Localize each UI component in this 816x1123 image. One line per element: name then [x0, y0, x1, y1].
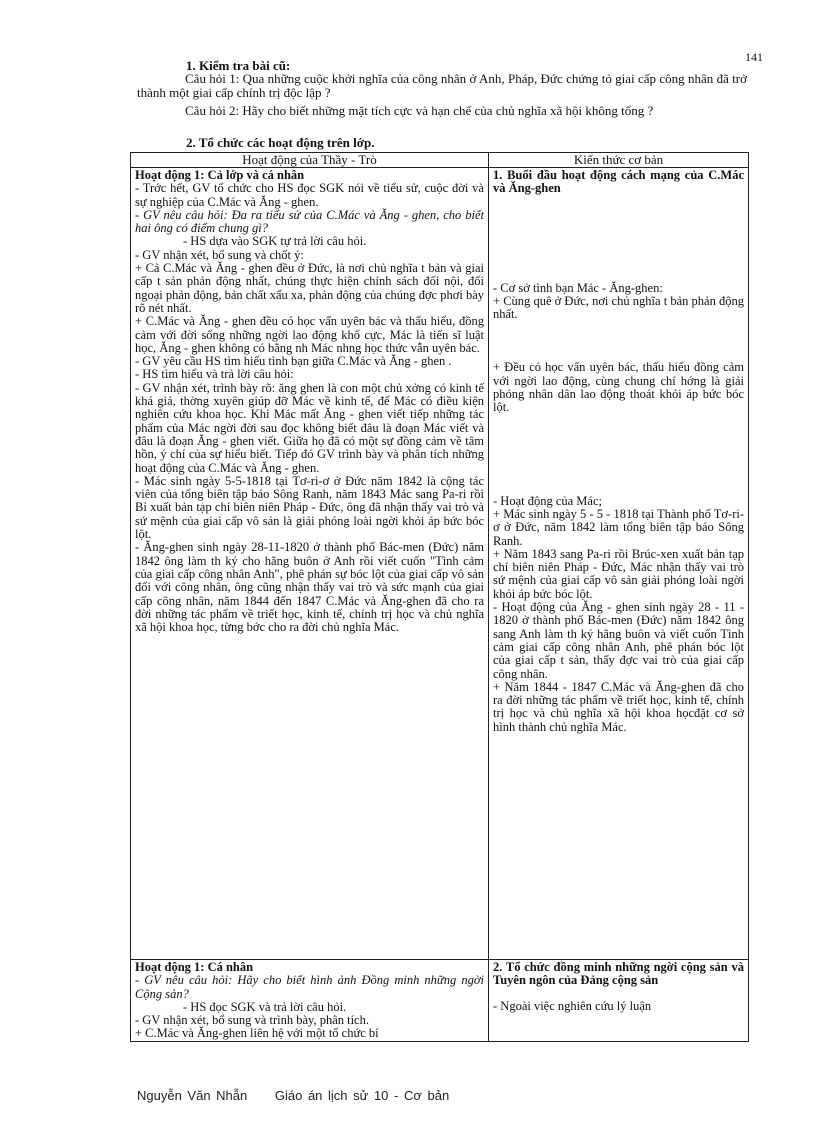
- paragraph: - GV nêu câu hỏi: Đa ra tiểu sử của C.Mác và Ăng - ghen, cho biết hai ông có điểm chung gì?: [135, 207, 484, 236]
- lesson-table: [130, 152, 749, 1042]
- paragraph: - GV nhận xét, trình bày rõ: ăng ghen là con một chủ xởng có kinh tế khá giả, thờng xuyên giúp đỡ Mác về kinh tế, để Mác có điều kiện nghiên cứu khoa học. Khi Mác mất Ăng - ghen viết tiếp những tác phẩm của Mác ngời đời sau đọc không biết đâu là đoạn Mác viết và đâu là đoạn Ăng - ghen viết. Giữa họ đã có một sự đồng cảm về tâm hồn, ý chí của sự hiểu biết. Tiếp đó GV trình bày và phân tích những hoạt động của C.Mác và Ăng - ghen.: [135, 380, 484, 475]
- paragraph: - Ngoài việc nghiên cứu lý luận: [493, 998, 652, 1013]
- paragraph: + C.Mác và Ăng - ghen đều có học vấn uyên bác và thấu hiểu, đồng cảm với đời sống những ngời lao động khổ cực, Mác là tiến sĩ luật học, Ăng - ghen không có bằng nh Mác nhng học thức vẫn uyên bác.: [135, 314, 484, 355]
- knowledge-cell: [489, 960, 749, 1042]
- paragraph: - HS dựa vào SGK tự trả lời câu hỏi.: [183, 234, 367, 249]
- paragraph: - GV yêu cầu HS tìm hiểu tình bạn giữa C.Mác và Ăng - ghen .: [135, 354, 452, 369]
- paragraph: Hoạt động 1: Cả lớp và cá nhân: [135, 168, 305, 182]
- paragraph: - GV nhận xét, bổ sung và trình bày, phân tích.: [135, 1013, 369, 1028]
- col-header-knowledge: Kiến thức cơ bản: [489, 153, 749, 168]
- knowledge-cell: [489, 168, 749, 960]
- page-footer: [137, 1088, 471, 1103]
- paragraph: - Trớc hết, GV tổ chức cho HS đọc SGK nói về tiểu sử, cuộc đời và sự nghiệp của C.Mác và Ăng - ghen.: [135, 181, 484, 209]
- paragraph: - Mác sinh ngày 5-5-1818 tại Tơ-ri-ơ ở Đức năm 1842 là cộng tác viên của tổng biên tập báo Sông Ranh, năm 1843 Mác sang Pa-ri rồi Bỉ xuất bản tạp chí biên niên Pháp - Đức, ông đã nhận thấy vai trò và sứ mệnh của giai cấp vô sản là giải phóng loài ngời khỏi áp bức bóc lột.: [135, 473, 484, 542]
- knowledge-block: [493, 1000, 744, 1013]
- section-heading-2: 2. Tổ chức các hoạt động trên lớp.: [186, 135, 375, 150]
- knowledge-title: 1. Buổi đầu hoạt động cách mạng của C.Mác và Ăng-ghen: [493, 168, 744, 196]
- table-row: [131, 168, 749, 960]
- question-2: Câu hỏi 2: Hãy cho biết những mặt tích cực và hạn chế của chủ nghĩa xã hội không tổng ?: [185, 103, 654, 118]
- paragraph: + Năm 1844 - 1847 C.Mác và Ăng-ghen đã cho ra đời những tác phẩm về triết học, kinh tế, chính trị học và chủ nghĩa xã hội khoa họcđặt cơ sở hình thành chủ nghĩa Mác.: [493, 679, 744, 734]
- question-1: Câu hỏi 1: Qua những cuộc khởi nghĩa của công nhân ở Anh, Pháp, Đức chứng tỏ giai cấp công nhân đã trở thành một giai cấp chính trị độc lập ?: [137, 71, 747, 100]
- paragraph: - GV nêu câu hỏi: Hãy cho biết hình ảnh Đồng minh những ngời Cộng sản?: [135, 973, 484, 1001]
- paragraph: Hoạt động 1: Cá nhân: [135, 960, 254, 974]
- section-heading-1: 1. Kiểm tra bài cũ:: [186, 58, 291, 73]
- knowledge-block-friendship: [493, 282, 744, 322]
- page-number: 141: [745, 50, 763, 64]
- col-header-activities: Hoạt động của Thầy - Trò: [131, 153, 489, 168]
- paragraph: - HS tìm hiểu và trả lời câu hỏi:: [135, 367, 294, 382]
- knowledge-block-education: [493, 361, 744, 414]
- paragraph: - Hoạt động của Ăng - ghen sinh ngày 28 - 11 - 1820 ở thành phố Bác-men (Đức) năm 1842 ông sang Anh làm th ký hãng buôn và viết cuốn Tình cảm giai cấp công nhân Anh, phê phán bóc lột của giai cấp t sản, thấy đợc vai trò của giai cấp công nhân.: [493, 600, 744, 681]
- paragraph: - Cơ sở tình bạn Mác - Ăng-ghen:: [493, 280, 663, 295]
- activities-cell: [131, 960, 489, 1042]
- paragraph: + Cùng quê ở Đức, nơi chủ nghĩa t bản phản động nhất.: [493, 293, 744, 322]
- paragraph: + Năm 1843 sang Pa-ri rồi Brúc-xen xuất bản tạp chí biên niên Pháp - Đức, Mác nhận thấy vai trò sứ mệnh của giai cấp vô sản giải phóng loài ngời khỏi áp bức bóc lột.: [493, 546, 744, 601]
- paragraph: + C.Mác và Ăng-ghen liên hệ với một tổ chức bí: [135, 1026, 379, 1041]
- paragraph: - Ăng-ghen sinh ngày 28-11-1820 ở thành phố Bác-men (Đức) năm 1842 ông làm th ký cho hãng buôn ở Anh rồi viết cuốn "Tình cảm của giai cấp công nhân Anh", phê phán sự bóc lột của giai cấp vô sản đối với công nhân, ông cũng nhận thấy vai trò và sức mạnh của giai cấp công nhân, năm 1844 đến 1847 C.Mác và Ăng-ghen đã cho ra đời những tác phẩm về triết học, kinh tế, chính trị học và chủ nghĩa xã hội khoa học, từng bớc cho ra đời chủ nghĩa Mác.: [135, 540, 484, 635]
- knowledge-title: 2. Tổ chức đồng minh những ngời cộng sản và Tuyên ngôn của Đảng cộng sản: [493, 960, 744, 988]
- paragraph: + Đều có học vấn uyên bác, thấu hiểu đồng cảm với ngời lao động, cùng chung chí hớng là giải phóng nhân dân lao động thoát khỏi áp bức bóc lột.: [493, 360, 744, 415]
- paragraph: - HS đọc SGK và trả lời câu hỏi.: [183, 999, 347, 1014]
- table-header-row: [131, 153, 749, 168]
- table-row: [131, 960, 749, 1042]
- footer-author: Nguyễn Văn Nhẫn: [137, 1088, 248, 1103]
- activities-cell: [131, 168, 489, 960]
- paragraph: + Mác sinh ngày 5 - 5 - 1818 tại Thành phố Tơ-ri-ơ ở Đức, năm 1842 làm tổng biên tập báo Sông Ranh.: [493, 506, 744, 548]
- paragraph: - Hoạt động của Mác;: [493, 493, 602, 508]
- footer-book-title: Giáo án lịch sử 10 - Cơ bản: [274, 1088, 450, 1103]
- paragraph: + Cả C.Mác và Ăng - ghen đều ở Đức, là nơi chủ nghĩa t bản và giai cấp t sản phản động nhất, chúng thực hiện chính sách đối nội, đối ngoại phản động, bản chất xấu xa, phản động của chúng đợc phơi bày rõ nét nhất.: [135, 261, 484, 315]
- paragraph: - GV nhận xét, bổ sung và chốt ý:: [135, 247, 304, 262]
- knowledge-block-activities: [493, 495, 744, 734]
